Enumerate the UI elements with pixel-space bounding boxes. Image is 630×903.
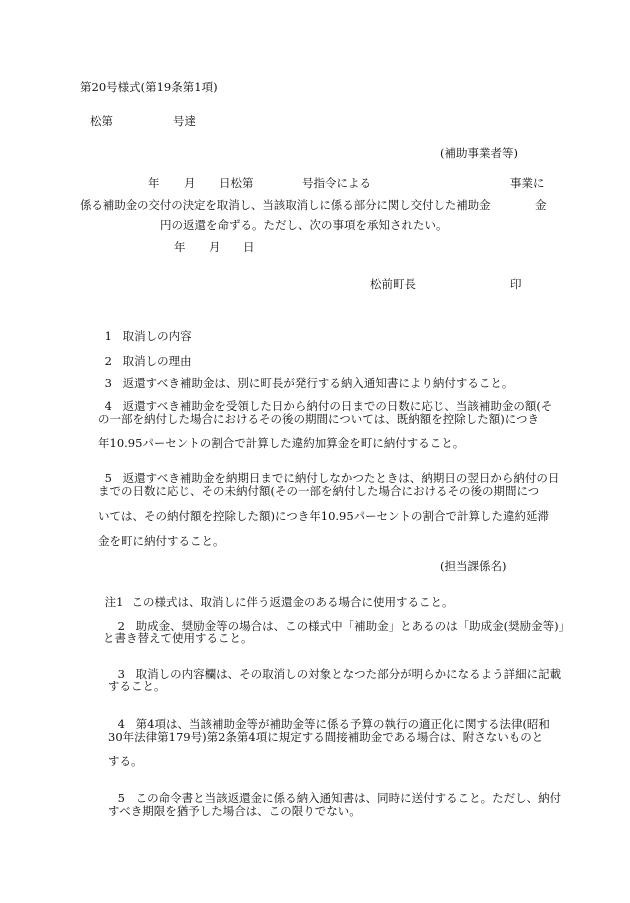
note-continuation: する。: [108, 754, 143, 768]
note-continuation: と書き替えて使用すること。: [103, 631, 253, 645]
note-continuation: すること。: [108, 679, 166, 693]
item-number: 2: [104, 353, 112, 368]
note-text: 助成金、奨励金等の場合は、この様式中「補助金」とあるのは「助成金(奨励金等)」: [135, 618, 571, 633]
item-text: 取消しの内容: [122, 328, 192, 343]
note-text: 取消しの内容欄は、その取消しの対象となつた部分が明らかになるよう詳細に記載: [135, 666, 562, 681]
item-continuation: いては、その納付額を控除した額)につき年10.95パーセントの割合で計算した違約延滞: [98, 509, 549, 523]
note-continuation: 30年法律第179号)第2条第4項に規定する間接補助金である場合は、附さないものと: [108, 730, 544, 744]
item-number: 5: [104, 470, 112, 485]
item-number: 1: [104, 328, 112, 343]
item-number: 4: [104, 398, 112, 413]
body-line-3: 円の返還を命ずる。ただし、次の事項を承知されたい。: [160, 218, 448, 232]
note-text: この様式は、取消しに伴う返還金のある場合に使用すること。: [131, 594, 454, 609]
contact-label: (担当課係名): [440, 559, 507, 573]
item-number: 3: [104, 375, 112, 390]
doc-number-prefix: 松第: [90, 114, 113, 128]
item-continuation: の一部を納付した場合におけるその後の期間については、既納額を控除した額)につき: [98, 412, 540, 426]
doc-number-suffix: 号達: [173, 114, 196, 128]
item-continuation: までの日数に応じ、その未納付額(その一部を納付した場合におけるその後の期間につ: [98, 484, 540, 498]
note-text: この命令書と当該返還金に係る納入通知書は、同時に送付すること。ただし、納付: [135, 790, 562, 805]
note-item: [103, 657, 561, 692]
issuer-name: 松前町長: [370, 277, 416, 291]
amount-kin: 金: [535, 198, 547, 212]
order-number: 号指令による: [302, 176, 371, 190]
note-number: 4: [117, 716, 125, 731]
note-number: 3: [117, 666, 125, 681]
item-text: 返還すべき補助金は、別に町長が発行する納入通知書により納付すること。: [122, 375, 514, 390]
note-text: 第4項は、当該補助金等が補助金等に係る予算の執行の適正化に関する法律(昭和: [135, 716, 550, 731]
item-continuation: 年10.95パーセントの割合で計算した違約加算金を町に納付すること。: [98, 436, 465, 450]
note-number: 2: [117, 618, 125, 633]
item-text: 取消しの理由: [122, 353, 192, 368]
order-day-ref: 日松第: [219, 176, 254, 190]
recipient-label: (補助事業者等): [440, 146, 518, 160]
date-month: 月: [209, 240, 221, 254]
body-line-2: 係る補助金の交付の決定を取消し、当該取消しに係る部分に関し交付した補助金: [80, 198, 491, 212]
order-year: 年: [148, 176, 160, 190]
note-continuation: すべき期限を猶予した場合は、この限りでない。: [108, 804, 361, 818]
form-title: 第20号様式(第19条第1項): [80, 80, 218, 94]
order-month: 月: [184, 176, 196, 190]
date-year: 年: [174, 240, 186, 254]
item-text: 返還すべき補助金を受領した日から納付の日までの日数に応じ、当該補助金の額(そ: [122, 398, 553, 413]
date-day: 日: [243, 240, 255, 254]
business-label: 事業に: [510, 176, 545, 190]
seal-mark: 印: [510, 277, 522, 291]
item-text: 返還すべき補助金を納期日までに納付しなかつたときは、納期日の翌日から納付の日: [122, 470, 560, 485]
note-number: 5: [117, 790, 125, 805]
item-continuation: 金を町に納付すること。: [98, 534, 225, 548]
note-number: 注1: [104, 594, 124, 609]
